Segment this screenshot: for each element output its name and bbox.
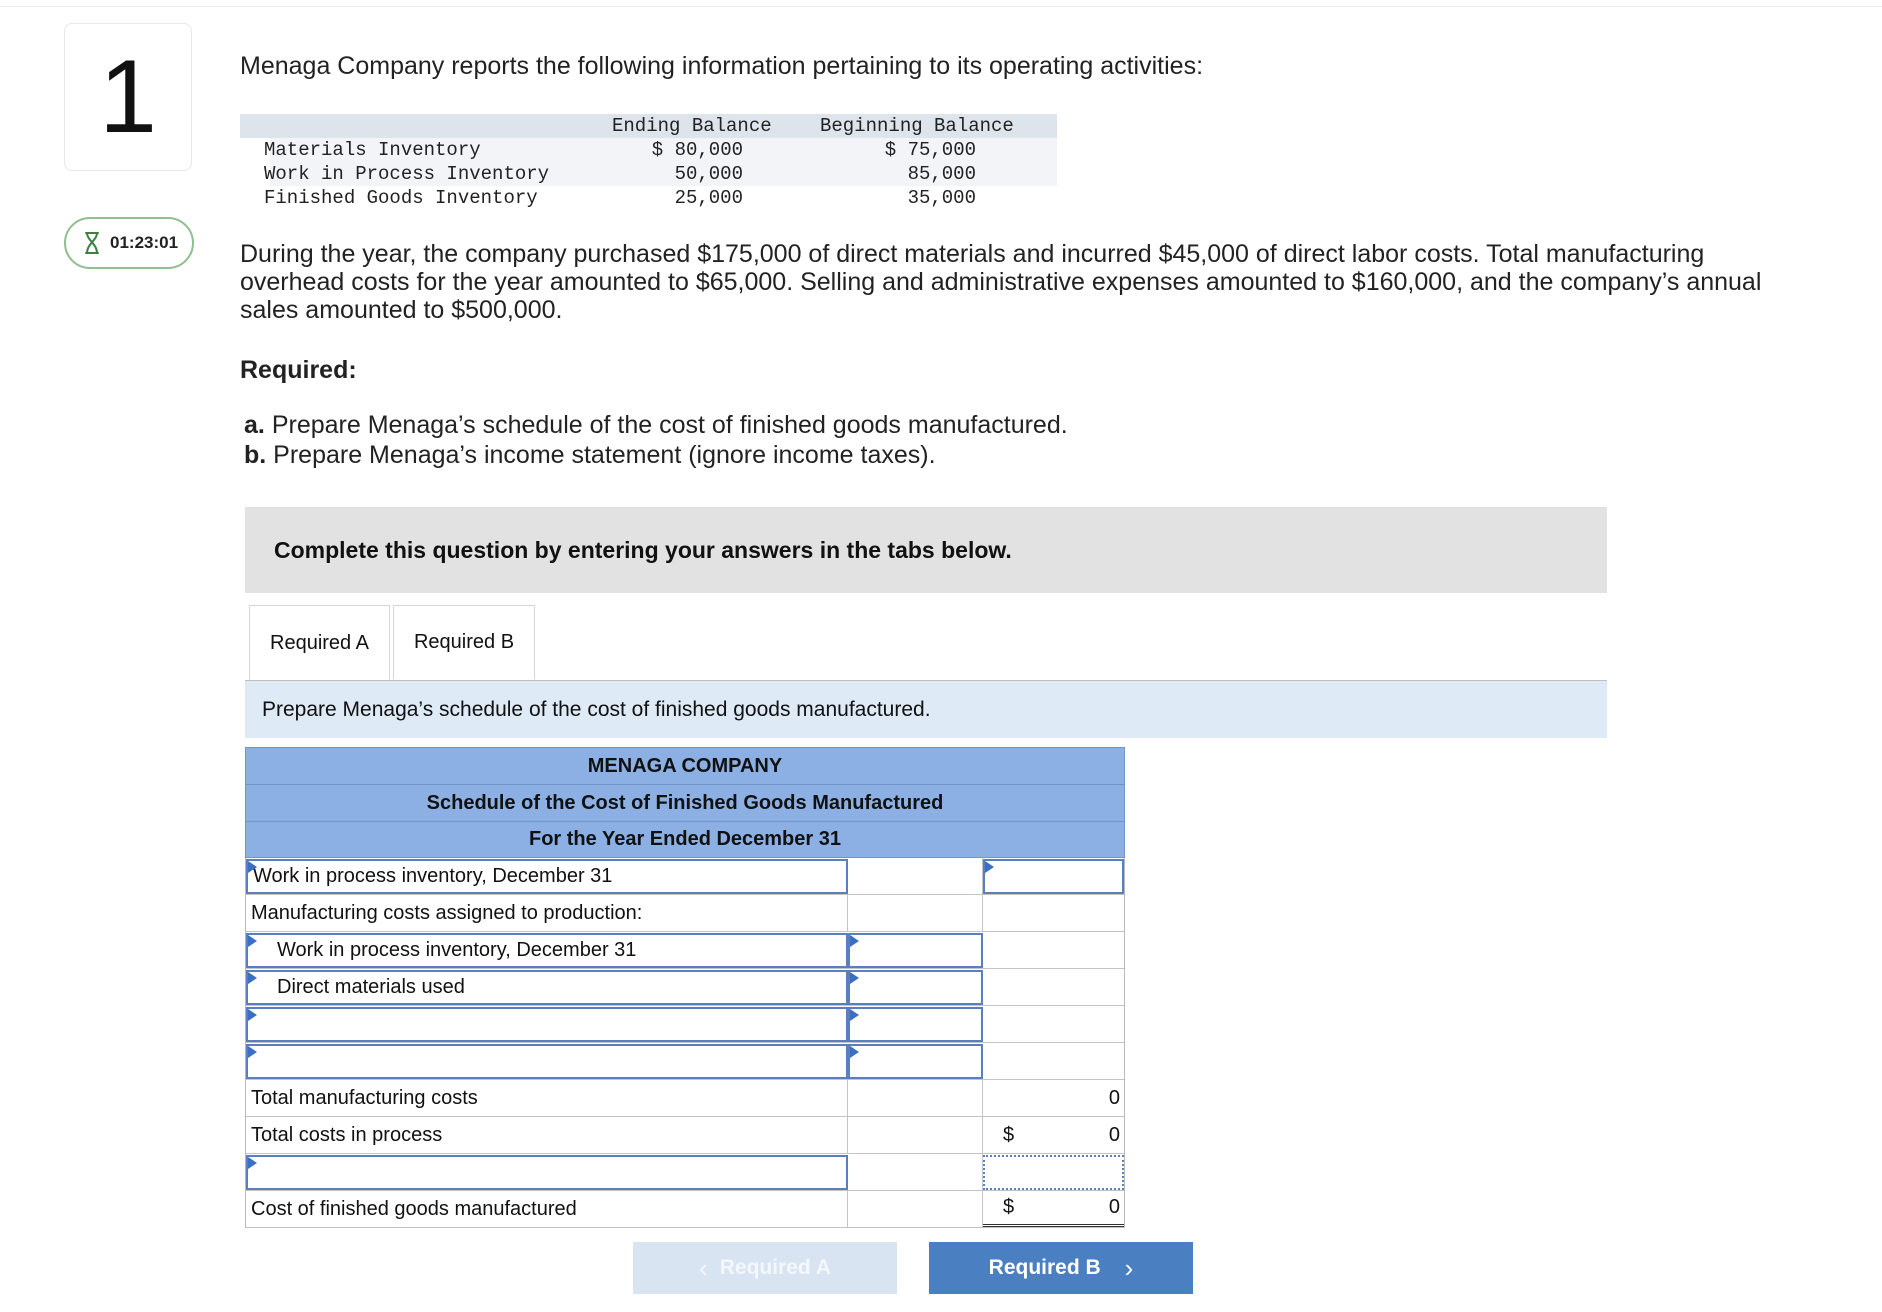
- inventory-beginning: 85,000: [907, 163, 976, 185]
- row-label-input[interactable]: Direct materials used: [246, 970, 848, 1005]
- instruction-banner: Complete this question by entering your answers in the tabs below.: [245, 507, 1607, 593]
- inventory-label: Work in Process Inventory: [264, 163, 550, 185]
- row-total: [983, 932, 1124, 968]
- cogm-schedule: [245, 747, 1125, 1228]
- schedule-period: For the Year Ended December 31: [245, 821, 1125, 858]
- table-row: [245, 1117, 1125, 1154]
- currency-symbol: $: [1003, 1196, 1015, 1218]
- row-label: Manufacturing costs assigned to production:: [246, 895, 848, 931]
- inventory-ending: 25,000: [674, 187, 743, 209]
- row-label: Total costs in process: [246, 1117, 848, 1153]
- required-letter: a.: [244, 411, 265, 439]
- inventory-beginning: 35,000: [907, 187, 976, 209]
- total-value: 0: [1108, 1123, 1120, 1146]
- row-total: [983, 1043, 1124, 1079]
- top-divider: [0, 6, 1882, 7]
- row-label-input[interactable]: [246, 1044, 848, 1079]
- row-amount-input[interactable]: [848, 1007, 983, 1042]
- row-mid-amount: [848, 1080, 983, 1116]
- dropdown-flag-icon: [850, 935, 859, 947]
- dropdown-flag-icon: [850, 972, 859, 984]
- row-total-input[interactable]: [983, 859, 1124, 894]
- chevron-left-icon: ‹: [699, 1253, 708, 1283]
- row-label-input[interactable]: [246, 1155, 848, 1190]
- row-mid-amount: [848, 1117, 983, 1153]
- row-mid-amount: [848, 858, 983, 894]
- question-number: 1: [64, 23, 192, 171]
- row-label: Cost of finished goods manufactured: [246, 1191, 848, 1227]
- schedule-title: Schedule of the Cost of Finished Goods Manufactured: [245, 784, 1125, 821]
- inventory-table-header: [240, 114, 1057, 138]
- tab-instruction: Prepare Menaga’s schedule of the cost of finished goods manufactured.: [245, 681, 1607, 738]
- required-text: Prepare Menaga’s schedule of the cost of finished goods manufactured.: [271, 411, 1068, 439]
- dropdown-flag-icon: [985, 861, 994, 873]
- dropdown-flag-icon: [850, 1009, 859, 1021]
- required-letter: b.: [244, 441, 267, 469]
- inventory-row: [240, 162, 1057, 186]
- inventory-ending: $ 80,000: [651, 139, 743, 161]
- problem-paragraph: During the year, the company purchased $175,000 of direct materials and incurred $45,000 of direct labor costs. Total manufacturing overhead costs for the year amounted to $65,000. Selling and administrative expenses amounted to $160,000, and the company’s annual sales amounted to $500,000.: [240, 240, 1762, 324]
- dropdown-flag-icon: [248, 1157, 257, 1169]
- schedule-company: MENAGA COMPANY: [245, 747, 1125, 784]
- timer-text: 01:23:01: [110, 233, 179, 252]
- inventory-beginning: $ 75,000: [884, 139, 976, 161]
- row-amount-input[interactable]: [848, 933, 983, 968]
- row-mid-amount: [848, 895, 983, 931]
- prev-tab-label: Required A: [719, 1256, 831, 1279]
- row-label: Total manufacturing costs: [246, 1080, 848, 1116]
- row-amount-input[interactable]: [848, 970, 983, 1005]
- next-tab-button[interactable]: [929, 1242, 1193, 1294]
- chevron-right-icon: ›: [1124, 1253, 1134, 1283]
- required-list: [244, 410, 1068, 470]
- required-heading: Required:: [240, 356, 357, 384]
- row-total: [983, 969, 1124, 1005]
- row-total: [983, 895, 1124, 931]
- row-mid-amount: [848, 1154, 983, 1190]
- row-total-input[interactable]: [983, 1155, 1124, 1190]
- required-item-a: [244, 410, 1068, 440]
- table-row: [245, 932, 1125, 969]
- header-beginning-balance: Beginning Balance: [820, 115, 1014, 137]
- inventory-ending: 50,000: [674, 163, 743, 185]
- table-row: [245, 1043, 1125, 1080]
- timer-badge[interactable]: [64, 217, 194, 269]
- tab-required-b[interactable]: Required B: [393, 605, 535, 679]
- required-text: Prepare Menaga’s income statement (ignore income taxes).: [273, 441, 936, 469]
- table-row: [245, 969, 1125, 1006]
- row-total: [983, 1191, 1124, 1227]
- inventory-table: [240, 114, 1057, 210]
- row-total: [983, 1117, 1124, 1153]
- row-label-input[interactable]: Work in process inventory, December 31: [246, 933, 848, 968]
- dropdown-flag-icon: [850, 1046, 859, 1058]
- inventory-row: [240, 186, 1057, 210]
- dropdown-flag-icon: [248, 1009, 257, 1021]
- row-total: [983, 1006, 1124, 1042]
- prev-tab-button[interactable]: [633, 1242, 897, 1294]
- row-mid-amount: [848, 1191, 983, 1227]
- row-label-input[interactable]: Work in process inventory, December 31: [246, 859, 848, 894]
- hourglass-icon: [84, 232, 100, 254]
- intro-text: Menaga Company reports the following information pertaining to its operating activities:: [240, 52, 1204, 80]
- header-ending-balance: Ending Balance: [612, 115, 772, 137]
- tab-required-a[interactable]: Required A: [249, 605, 390, 681]
- total-value: 0: [1108, 1196, 1120, 1218]
- inventory-label: Materials Inventory: [264, 139, 481, 161]
- total-value: 0: [1108, 1086, 1120, 1109]
- tab-bar: [249, 605, 538, 681]
- dropdown-flag-icon: [248, 861, 257, 873]
- table-row: [245, 1006, 1125, 1043]
- dropdown-flag-icon: [248, 935, 257, 947]
- required-item-b: [244, 440, 1068, 470]
- dropdown-flag-icon: [248, 972, 257, 984]
- next-tab-label: Required B: [988, 1256, 1101, 1279]
- row-amount-input[interactable]: [848, 1044, 983, 1079]
- table-row: [245, 858, 1125, 895]
- currency-symbol: $: [1003, 1123, 1015, 1146]
- dropdown-flag-icon: [248, 1046, 257, 1058]
- inventory-row: [240, 138, 1057, 162]
- table-row: [245, 895, 1125, 932]
- table-row: [245, 1080, 1125, 1117]
- inventory-label: Finished Goods Inventory: [264, 187, 538, 209]
- table-row: [245, 1191, 1125, 1228]
- row-total: [983, 1080, 1124, 1116]
- row-label-input[interactable]: [246, 1007, 848, 1042]
- table-row: [245, 1154, 1125, 1191]
